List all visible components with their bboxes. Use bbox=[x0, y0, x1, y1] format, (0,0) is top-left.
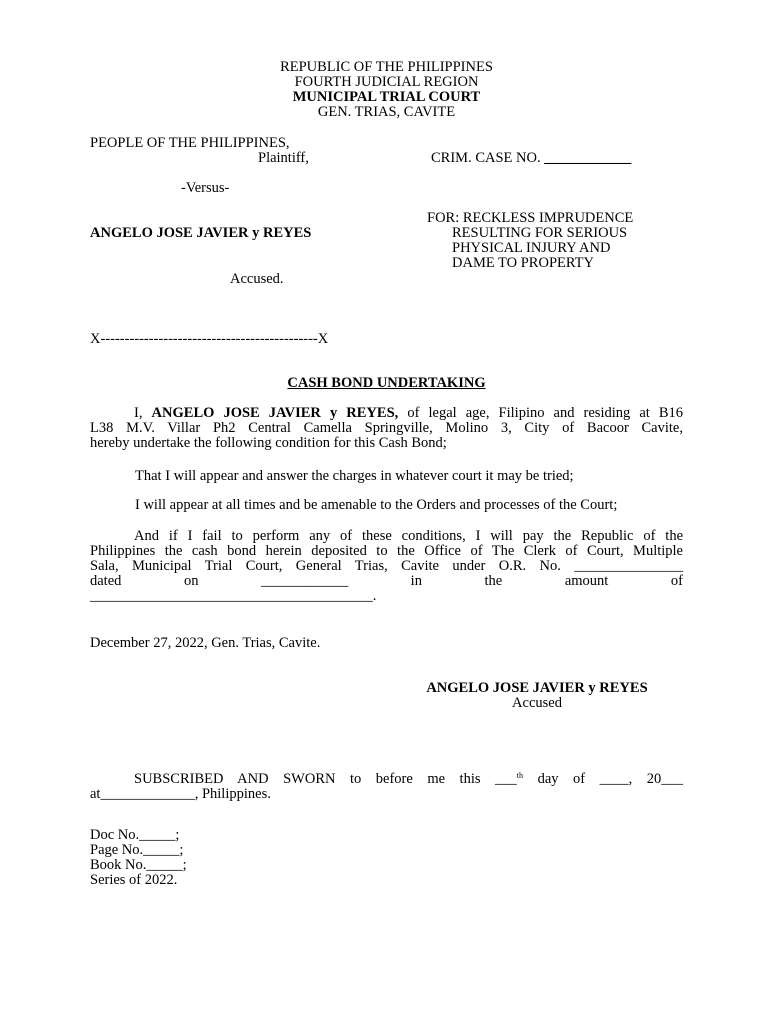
undertaking-paragraph-1 bbox=[90, 406, 683, 451]
jurat-line-2: at_____________, Philippines. bbox=[90, 786, 271, 802]
accused-name: ANGELO JOSE JAVIER y REYES bbox=[90, 225, 312, 241]
signatory-role: Accused bbox=[512, 695, 562, 711]
series-year: Series of 2022. bbox=[90, 872, 178, 888]
header-region: FOURTH JUDICIAL REGION bbox=[294, 74, 479, 90]
versus: -Versus- bbox=[181, 180, 230, 196]
undertaker-name: ANGELO JOSE JAVIER y REYES, bbox=[151, 405, 399, 421]
jurat bbox=[90, 772, 683, 802]
plaintiff-name: PEOPLE OF THE PHILIPPINES, bbox=[90, 135, 290, 151]
paragraph-1-line-1: I, ANGELO JOSE JAVIER y REYES, of legal age, Filipino and residing at B16 bbox=[134, 405, 684, 421]
accused-role: Accused. bbox=[230, 271, 284, 287]
offense-line-4: DAME TO PROPERTY bbox=[452, 255, 595, 271]
paragraph-4-line-5: _______________________________________. bbox=[90, 588, 377, 604]
signature-block bbox=[410, 681, 664, 711]
date-place: December 27, 2022, Gen. Trias, Cavite. bbox=[90, 635, 321, 651]
case-number-label: CRIM. CASE NO. bbox=[431, 150, 541, 166]
paragraph-4-line-4: dated on ____________ in the amount of bbox=[90, 573, 683, 589]
notarial-register bbox=[90, 828, 187, 888]
court-header bbox=[0, 60, 768, 120]
header-republic: REPUBLIC OF THE PHILIPPINES bbox=[280, 59, 493, 75]
paragraph-1-line-3: hereby undertake the following condition for this Cash Bond; bbox=[90, 435, 447, 451]
offense-line-2: RESULTING FOR SERIOUS bbox=[452, 225, 628, 241]
ordinal-suffix: th bbox=[516, 771, 524, 780]
document-title: CASH BOND UNDERTAKING bbox=[287, 375, 486, 391]
paragraph-4-line-2: Philippines the cash bond herein deposited to the Office of The Clerk of Court, Multiple bbox=[90, 543, 683, 559]
paragraph-1-line-2: L38 M.V. Villar Ph2 Central Camella Springville, Molino 3, City of Bacoor Cavite, bbox=[90, 420, 683, 436]
paragraph-4-line-3: Sala, Municipal Trial Court, General Trias, Cavite under O.R. No. _______________ bbox=[90, 558, 683, 574]
jurat-line-1: SUBSCRIBED AND SWORN to before me this ___$^{th}$ day of ____, 20___ bbox=[134, 771, 684, 787]
caption-separator: X---------------------------------------------X bbox=[90, 331, 329, 347]
undertaking-paragraph-3: I will appear at all times and be amenable to the Orders and processes of the Court; bbox=[135, 497, 618, 513]
case-number-blank: ____________ bbox=[544, 150, 632, 166]
offense-line-3: PHYSICAL INJURY AND bbox=[452, 240, 611, 256]
case-number bbox=[431, 151, 631, 166]
paragraph-4-line-1: And if I fail to perform any of these conditions, I will pay the Republic of the bbox=[134, 528, 683, 544]
signatory-name: ANGELO JOSE JAVIER y REYES bbox=[426, 680, 648, 696]
book-number: Book No._____; bbox=[90, 857, 187, 873]
offense-line-1: FOR: RECKLESS IMPRUDENCE bbox=[427, 210, 634, 226]
doc-number: Doc No._____; bbox=[90, 827, 180, 843]
header-location: GEN. TRIAS, CAVITE bbox=[317, 104, 456, 120]
header-court: MUNICIPAL TRIAL COURT bbox=[292, 89, 481, 105]
plaintiff-role: Plaintiff, bbox=[258, 150, 309, 166]
undertaking-paragraph-4 bbox=[90, 529, 683, 604]
page-number: Page No._____; bbox=[90, 842, 184, 858]
undertaking-paragraph-2: That I will appear and answer the charges in whatever court it may be tried; bbox=[135, 468, 574, 484]
